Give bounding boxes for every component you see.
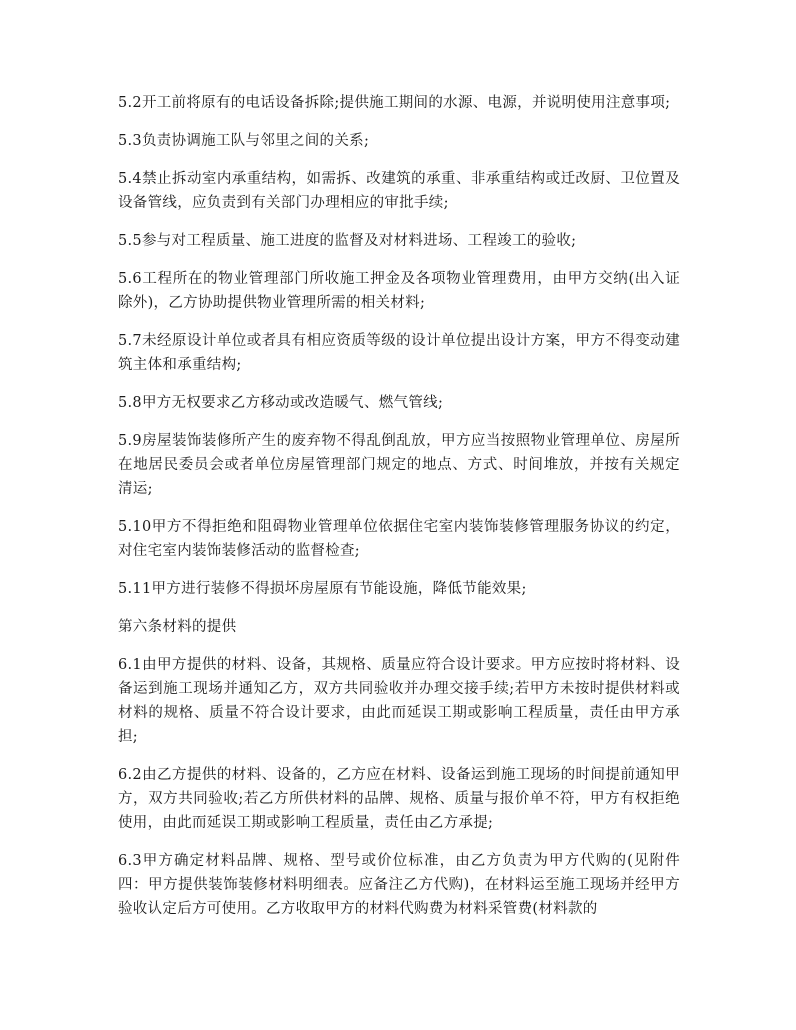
clause-6-2: 6.2由乙方提供的材料、设备的，乙方应在材料、设备运到施工现场的时间提前通知甲方，双方共同验收;若乙方所供材料的品牌、规格、质量与报价单不符，甲方有权拒绝使用，由此而延误工期或影响工程质量，责任由乙方承提; [118,767,680,831]
clause-5-11: 5.11甲方进行装修不得损坏房屋原有节能设施，降低节能效果; [118,581,527,597]
clause-5-4: 5.4禁止拆动室内承重结构，如需拆、改建筑的承重、非承重结构或迁改厨、卫位置及设备管线，应负责到有关部门办理相应的审批手续; [118,171,680,211]
clause-5-7: 5.7未经原设计单位或者具有相应资质等级的设计单位提出设计方案，甲方不得变动建筑主体和承重结构; [118,333,680,373]
clause-6-3: 6.3甲方确定材料品牌、规格、型号或价位标准，由乙方负责为甲方代购的(见附件四：甲方提供装饰装修材料明细表。应备注乙方代购)，在材料运至施工现场并经甲方验收认定后方可使用。乙方收取甲方的材料代购费为材料采管费(材料款的 [118,853,680,917]
clause-5-5: 5.5参与对工程质量、施工进度的监督及对材料进场、工程竣工的验收; [118,233,577,249]
clause-5-6: 5.6工程所在的物业管理部门所收施工押金及各项物业管理费用，由甲方交纳(出入证除外)，乙方协助提供物业管理所需的相关材料; [118,271,680,311]
clause-6-1: 6.1由甲方提供的材料、设备，其规格、质量应符合设计要求。甲方应按时将材料、设备运到施工现场并通知乙方，双方共同验收并办理交接手续;若甲方未按时提供材料或材料的规格、质量不符合设计要求，由此而延误工期或影响工程质量，责任由甲方承担; [118,657,680,745]
clause-5-2: 5.2开工前将原有的电话设备拆除;提供施工期间的水源、电源，并说明使用注意事项; [118,95,671,111]
section-heading-article-6: 第六条材料的提供 [118,619,237,635]
clause-5-9: 5.9房屋装饰装修所产生的废弃物不得乱倒乱放，甲方应当按照物业管理单位、房屋所在地居民委员会或者单位房屋管理部门规定的地点、方式、时间堆放，并按有关规定清运; [118,433,680,497]
clause-5-3: 5.3负责协调施工队与邻里之间的关系; [118,133,370,149]
document-page [118,91,680,935]
clause-5-8: 5.8甲方无权要求乙方移动或改造暖气、燃气管线; [118,395,444,411]
clause-5-10: 5.10甲方不得拒绝和阻碍物业管理单位依据住宅室内装饰装修管理服务协议的约定，对住宅室内装饰装修活动的监督检查; [118,519,680,559]
